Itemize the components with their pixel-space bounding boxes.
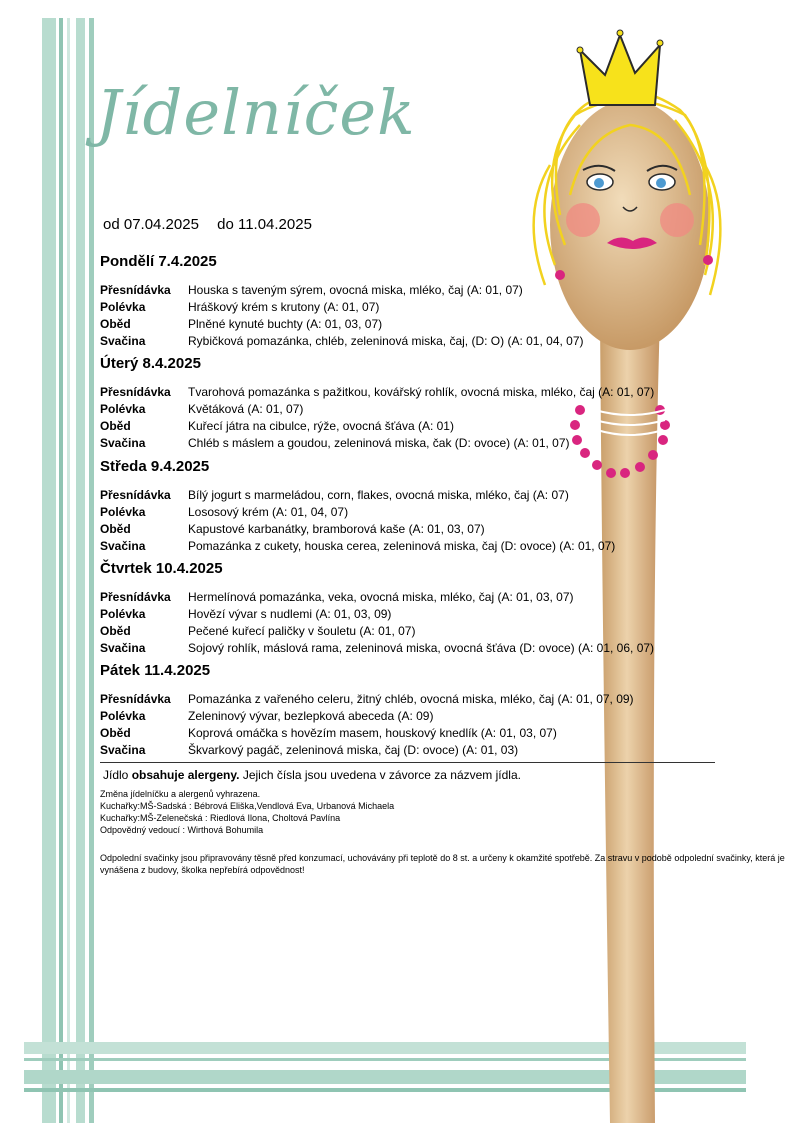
change-note: Změna jídelníčku a alergenů vyhrazena. bbox=[100, 789, 261, 799]
meal-label: Přesnídávka bbox=[100, 692, 171, 706]
meal-text: Květáková (A: 01, 07) bbox=[188, 402, 304, 416]
meal-row bbox=[100, 299, 740, 316]
meal-text: Hermelínová pomazánka, veka, ovocná miska, mléko, čaj (A: 01, 03, 07) bbox=[188, 590, 574, 604]
meal-row bbox=[100, 606, 740, 623]
date-to: do 11.04.2025 bbox=[217, 216, 312, 233]
meal-row bbox=[100, 487, 740, 504]
meal-row bbox=[100, 418, 740, 435]
meal-text: Hráškový krém s krutony (A: 01, 07) bbox=[188, 300, 380, 314]
divider bbox=[100, 762, 715, 763]
meal-text: Rybičková pomazánka, chléb, zeleninová miska, čaj, (D: O) (A: 01, 04, 07) bbox=[188, 334, 584, 348]
meal-text: Škvarkový pagáč, zeleninová miska, čaj (D: ovoce) (A: 01, 03) bbox=[188, 743, 519, 757]
meal-text: Kapustové karbanátky, bramborová kaše (A: 01, 03, 07) bbox=[188, 522, 485, 536]
allergen-note bbox=[100, 768, 794, 782]
meal-row bbox=[100, 691, 740, 708]
meal-label: Svačina bbox=[100, 539, 146, 553]
day-section-thursday bbox=[100, 560, 740, 657]
meal-text: Chléb s máslem a goudou, zeleninová miska, čak (D: ovoce) (A: 01, 07) bbox=[188, 436, 570, 450]
meal-row bbox=[100, 435, 740, 452]
meal-text: Pečené kuřecí paličky v šouletu (A: 01, 07) bbox=[188, 624, 416, 638]
cooks-sadska: Kuchařky:MŠ-Sadská : Bébrová Eliška,Vendlová Eva, Urbanová Michaela bbox=[100, 801, 395, 811]
meal-label: Oběd bbox=[100, 419, 131, 433]
meal-text: Bílý jogurt s marmeládou, corn, flakes, ovocná miska, mléko, čaj (A: 07) bbox=[188, 488, 569, 502]
allergen-suffix: Jejich čísla jsou uvedena v závorce za názvem jídla. bbox=[239, 768, 521, 782]
day-title: Pátek 11.4.2025 bbox=[100, 662, 211, 679]
meal-label: Polévka bbox=[100, 402, 146, 416]
meal-label: Oběd bbox=[100, 624, 131, 638]
towel-vertical-band bbox=[42, 18, 98, 1123]
meal-label: Přesnídávka bbox=[100, 283, 171, 297]
meal-label: Oběd bbox=[100, 317, 131, 331]
notes-section bbox=[100, 768, 794, 876]
meal-label: Polévka bbox=[100, 505, 146, 519]
meal-row bbox=[100, 401, 740, 418]
meal-row bbox=[100, 725, 740, 742]
day-section-tuesday bbox=[100, 355, 740, 452]
meal-label: Svačina bbox=[100, 743, 146, 757]
meal-text: Sojový rohlík, máslová rama, zeleninová miska, ovocná šťáva (D: ovoce) (A: 01, 06, 07) bbox=[188, 641, 655, 655]
meal-text: Zeleninový vývar, bezlepková abeceda (A: 09) bbox=[188, 709, 434, 723]
crown-icon bbox=[577, 30, 663, 105]
day-title: Čtvrtek 10.4.2025 bbox=[100, 560, 223, 577]
meal-text: Plněné kynuté buchty (A: 01, 03, 07) bbox=[188, 317, 383, 331]
meal-text: Pomazánka z cukety, houska cerea, zeleninová miska, čaj (D: ovoce) (A: 01, 07) bbox=[188, 539, 616, 553]
meal-row bbox=[100, 742, 740, 759]
date-from: od 07.04.2025 bbox=[103, 216, 199, 233]
meal-label: Svačina bbox=[100, 436, 146, 450]
meal-label: Oběd bbox=[100, 726, 131, 740]
meal-row bbox=[100, 316, 740, 333]
cooks-zelenecska: Kuchařky:MŠ-Zelenečská : Riedlová Ilona, Choltová Pavlína bbox=[100, 813, 341, 823]
meal-text: Tvarohová pomazánka s pažitkou, kovářský rohlík, ovocná miska, mléko, čaj (A: 01, 07) bbox=[188, 385, 655, 399]
meal-label: Svačina bbox=[100, 641, 146, 655]
meal-label: Polévka bbox=[100, 607, 146, 621]
day-section-friday bbox=[100, 662, 740, 759]
meal-row bbox=[100, 708, 740, 725]
meal-text: Houska s taveným sýrem, ovocná miska, mléko, čaj (A: 01, 07) bbox=[188, 283, 523, 297]
day-section-monday bbox=[100, 253, 740, 350]
allergen-bold: obsahuje alergeny. bbox=[131, 768, 240, 782]
day-title: Středa 9.4.2025 bbox=[100, 458, 210, 475]
snack-note: Odpolední svačinky jsou připravovány těsně před konzumací, uchovávány při teplotě do 8 st. a určeny k okamžité spotřebě. Za stravu v podobě odpolední svačinky, která je vynášena z budovy, školka nepřebírá odpovědnost! bbox=[100, 853, 785, 875]
meal-text: Pomazánka z vařeného celeru, žitný chléb, ovocná miska, mléko, čaj (A: 01, 07, 09) bbox=[188, 692, 634, 706]
meal-row bbox=[100, 504, 740, 521]
allergen-prefix: Jídlo bbox=[103, 768, 132, 782]
manager-note: Odpovědný vedoucí : Wirthová Bohumila bbox=[100, 825, 264, 835]
meal-text: Hovězí vývar s nudlemi (A: 01, 03, 09) bbox=[188, 607, 392, 621]
meal-label: Polévka bbox=[100, 709, 146, 723]
day-section-wednesday bbox=[100, 458, 740, 555]
meal-text: Koprová omáčka s hovězím masem, houskový knedlík (A: 01, 03, 07) bbox=[188, 726, 557, 740]
meal-label: Přesnídávka bbox=[100, 590, 171, 604]
meal-row bbox=[100, 623, 740, 640]
day-title: Úterý 8.4.2025 bbox=[100, 355, 201, 372]
meal-label: Polévka bbox=[100, 300, 146, 314]
meal-row bbox=[100, 384, 740, 401]
meal-text: Lososový krém (A: 01, 04, 07) bbox=[188, 505, 349, 519]
meal-text: Kuřecí játra na cibulce, rýže, ovocná šťáva (A: 01) bbox=[188, 419, 454, 433]
meal-label: Oběd bbox=[100, 522, 131, 536]
meal-row bbox=[100, 521, 740, 538]
meal-row bbox=[100, 282, 740, 299]
date-range bbox=[103, 216, 326, 233]
meal-row bbox=[100, 589, 740, 606]
meal-row bbox=[100, 640, 740, 657]
page-title: Jídelníček bbox=[96, 76, 416, 149]
meal-label: Svačina bbox=[100, 334, 146, 348]
meal-row bbox=[100, 538, 740, 555]
meal-label: Přesnídávka bbox=[100, 488, 171, 502]
day-title: Pondělí 7.4.2025 bbox=[100, 253, 217, 270]
meal-row bbox=[100, 333, 740, 350]
meal-label: Přesnídávka bbox=[100, 385, 171, 399]
